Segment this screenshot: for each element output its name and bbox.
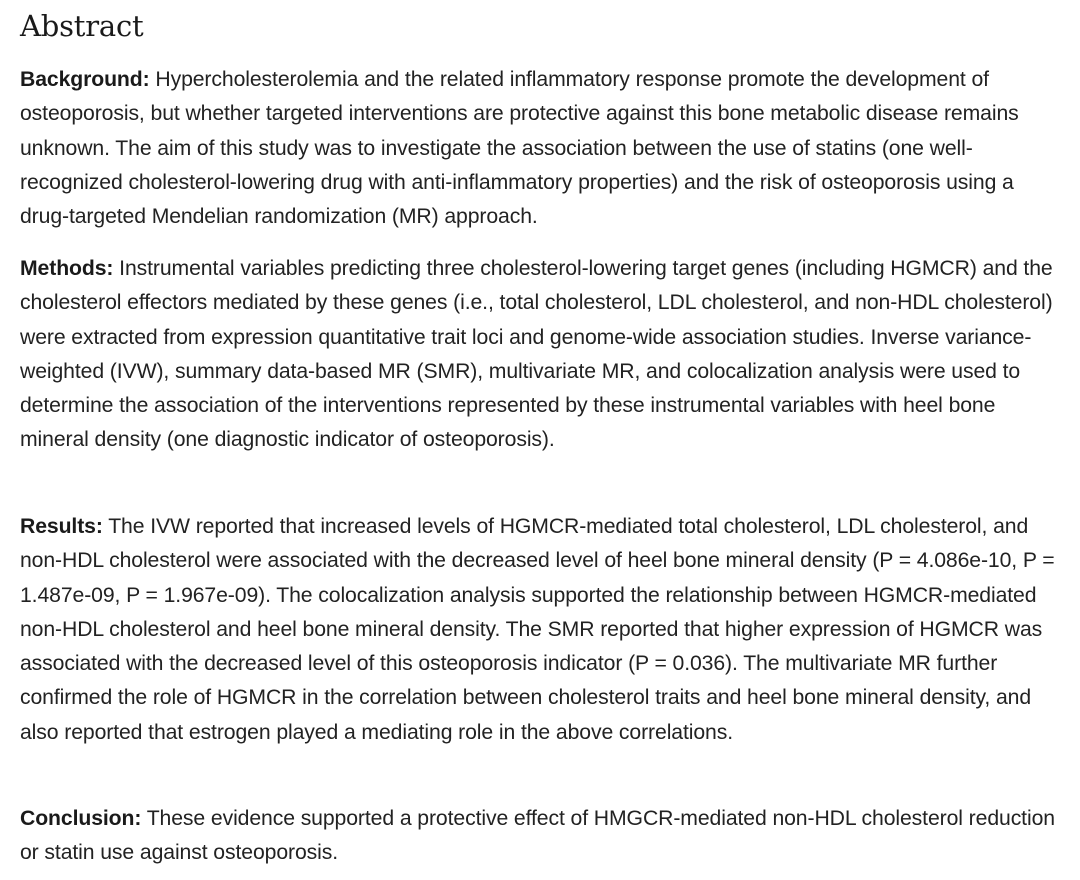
- conclusion-paragraph: [20, 802, 1066, 871]
- abstract-title: Abstract: [20, 9, 144, 43]
- methods-label: Methods:: [20, 257, 114, 280]
- abstract-container: [20, 0, 1066, 865]
- conclusion-label: Conclusion:: [20, 807, 142, 830]
- background-paragraph: [20, 63, 1066, 234]
- results-paragraph: [20, 510, 1066, 750]
- methods-text: Instrumental variables predicting three cholesterol-lowering target genes (including HGMCR) and the cholesterol effectors mediated by these genes (i.e., total cholesterol, LDL cholesterol, and non-HDL cholesterol) were extracted from expression quantitative trait loci and genome-wide association studies. Inverse variance-weighted (IVW), summary data-based MR (SMR), multivariate MR, and colocalization analysis were used to determine the association of the interventions represented by these instrumental variables with heel bone mineral density (one diagnostic indicator of osteoporosis).: [20, 257, 1053, 452]
- conclusion-text: These evidence supported a protective effect of HMGCR-mediated non-HDL cholesterol reduction or statin use against osteoporosis.: [20, 807, 1055, 865]
- background-text: Hypercholesterolemia and the related inflammatory response promote the development of osteoporosis, but whether targeted interventions are protective against this bone metabolic disease remains unknown. The aim of this study was to investigate the association between the use of statins (one well-recognized cholesterol-lowering drug with anti-inflammatory properties) and the risk of osteoporosis using a drug-targeted Mendelian randomization (MR) approach.: [20, 68, 1019, 229]
- results-label: Results:: [20, 515, 103, 538]
- background-label: Background:: [20, 68, 150, 91]
- results-text: The IVW reported that increased levels of HGMCR-mediated total cholesterol, LDL cholesterol, and non-HDL cholesterol were associated with the decreased level of heel bone mineral density (P = 4.086e-10, P = 1.487e-09, P = 1.967e-09). The colocalization analysis supported the relationship between HGMCR-mediated non-HDL cholesterol and heel bone mineral density. The SMR reported that higher expression of HGMCR was associated with the decreased level of this osteoporosis indicator (P = 0.036). The multivariate MR further confirmed the role of HGMCR in the correlation between cholesterol traits and heel bone mineral density, and also reported that estrogen played a mediating role in the above correlations.: [20, 515, 1055, 744]
- methods-paragraph: [20, 252, 1066, 458]
